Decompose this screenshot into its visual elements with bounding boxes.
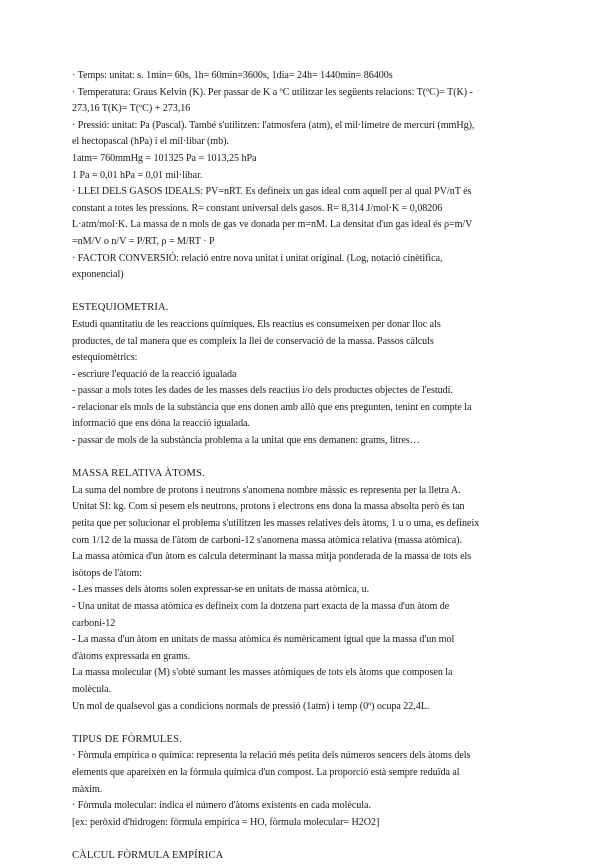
paragraph-gap <box>72 831 528 848</box>
tipus-formules-section <box>72 748 528 831</box>
text-line: · Fòrmula empírica o química: representa la relació més petita dels números sencers dels àtoms dels <box>72 750 471 762</box>
document-page <box>72 68 528 865</box>
text-line: 1atm= 760mmHg = 101325 Pa = 1013,25 hPa <box>72 152 257 164</box>
text-line: isòtops de l'àtom: <box>72 567 142 579</box>
text-line: molècula. <box>72 683 112 695</box>
text-line: elements que apareixen en la fórmula química d'un compost. La proporció està sempre reduïda al <box>72 766 460 778</box>
text-line: · FACTOR CONVERSIÓ: relació entre nova unitat i unitat original. (Log, notació cinètifica, <box>72 252 443 264</box>
text-line: d'àtoms expressada en grams. <box>72 650 191 662</box>
text-line: L·atm/mol·K. La massa de n mols de gas ve donada per m=nM. La densitat d'un gas ideal és ρ=m/V <box>72 219 473 231</box>
text-line: [ex: peròxid d'hidrogen: fòrmula empírica = HO, fòrmula molecular= H2O2] <box>72 816 380 828</box>
text-line: · Temperatura: Graus Kelvin (K). Per passar de K a ºC utilitzar les següents relacions: T(ºC)= T(K) - <box>72 86 473 98</box>
massa-relativa-section <box>72 483 528 715</box>
text-line: · Temps: unitat: s. 1min= 60s, 1h= 60min=3600s, 1dia= 24h= 1440min= 86400s <box>72 70 393 81</box>
text-line: Unitat SI: kg. Com si pesem els neutrons, protons i electrons ens dona la massa absolta però és tan <box>72 501 465 513</box>
text-line: - Una unitat de massa atòmica es defineix com la dotzena part exacta de la massa d'un àtom de <box>72 601 450 612</box>
text-line: Estudi quantitatiu de les reaccions químiques. Els reactius es consumeixen per donar lloc als <box>72 318 441 330</box>
text-line: informació que ens dóna la reacció igualada. <box>72 418 251 430</box>
text-line: - La massa d'un àtom en unitats de massa atòmica és numèricament igual que la massa d'un mol <box>72 634 455 646</box>
text-line: petita que per solucionar el problema s'utilitzen les masses relatives dels àtoms, 1 u o uma, es defineix <box>72 518 480 530</box>
text-line: el hectopascal (hPa) i el mil·libar (mb). <box>72 136 229 148</box>
text-line: La massa molecular (M) s'obté sumant les masses atòmiques de tots els àtoms que composen la <box>72 667 453 679</box>
text-line: - escriure l'equació de la reacció igualada <box>72 368 237 380</box>
units-section <box>72 68 528 284</box>
text-line: 1 Pa = 0,01 hPa = 0,01 mil·libar. <box>72 169 203 181</box>
paragraph-gap <box>72 284 528 301</box>
text-line: - relacionar els mols de la substància que ens donen amb allò que ens pregunten, tenint en compte la <box>72 401 472 413</box>
text-line: com 1/12 de la massa de l'àtom de carboni-12 s'anomena massa atòmica relativa (massa atòmica). <box>72 534 462 546</box>
text-line: =nM/V o n/V = P/RT, ρ = M/RT · P <box>72 235 215 247</box>
heading-tipus-formules: TIPUS DE FÒRMULES. <box>72 733 182 745</box>
text-line: carboni-12 <box>72 617 116 629</box>
text-line: productes, de tal manera que es compleix la llei de conservació de la massa. Passos càlculs <box>72 335 434 347</box>
text-line: estequiomètrics: <box>72 352 138 364</box>
text-line: · Pressió: unitat: Pa (Pascal). També s'utilitzen: l'atmosfera (atm), el mil·límetre de mercuri (mmHg), <box>72 119 475 131</box>
text-line: 273,16 T(K)= T(ºC) + 273,16 <box>72 103 191 115</box>
text-line: exponencial) <box>72 269 124 281</box>
text-line: constant a totes les pressions. R= constant universal dels gasos. R= 8,314 J/mol·K = 0,08206 <box>72 202 443 214</box>
heading-calcul-formula: CÀLCUL FÒRMULA EMPÍRICA <box>72 849 224 861</box>
text-line: La massa atòmica d'un àtom es calcula determinant la massa mitja ponderada de la massa de tots els <box>72 551 472 563</box>
paragraph-gap <box>72 450 528 467</box>
text-line: Un mol de qualsevol gas a condicions normals de pressió (1atm) i temp (0º) ocupa 22,4L. <box>72 700 430 712</box>
text-line: · LLEI DELS GASOS IDEALS: PV=nRT. Es defineix un gas ideal com aquell per al qual PV/nT és <box>72 186 472 198</box>
text-line: màxim. <box>72 783 103 795</box>
text-line: - Les masses dels àtoms solen expressar-se en unitats de massa atòmica, u. <box>72 584 370 596</box>
heading-estequiometria: ESTEQUIOMETRIA. <box>72 302 169 314</box>
estequiometria-section <box>72 317 528 450</box>
text-line: La suma del nombre de protons i neutrons s'anomena nombre màssic es representa per la lletra A. <box>72 484 461 496</box>
text-line: · Fòrmula molecular: indica el número d'àtoms existents en cada molècula. <box>72 800 371 812</box>
paragraph-gap <box>72 715 528 732</box>
text-line: - passar a mols totes les dades de les masses dels reactius i/o dels productes objectes de l'estudi. <box>72 385 453 397</box>
text-line: - passar de mols de la substància problema a la unitat que ens demanen: grams, litres… <box>72 435 420 447</box>
heading-massa-relativa: MASSA RELATIVA ÀTOMS. <box>72 468 205 480</box>
